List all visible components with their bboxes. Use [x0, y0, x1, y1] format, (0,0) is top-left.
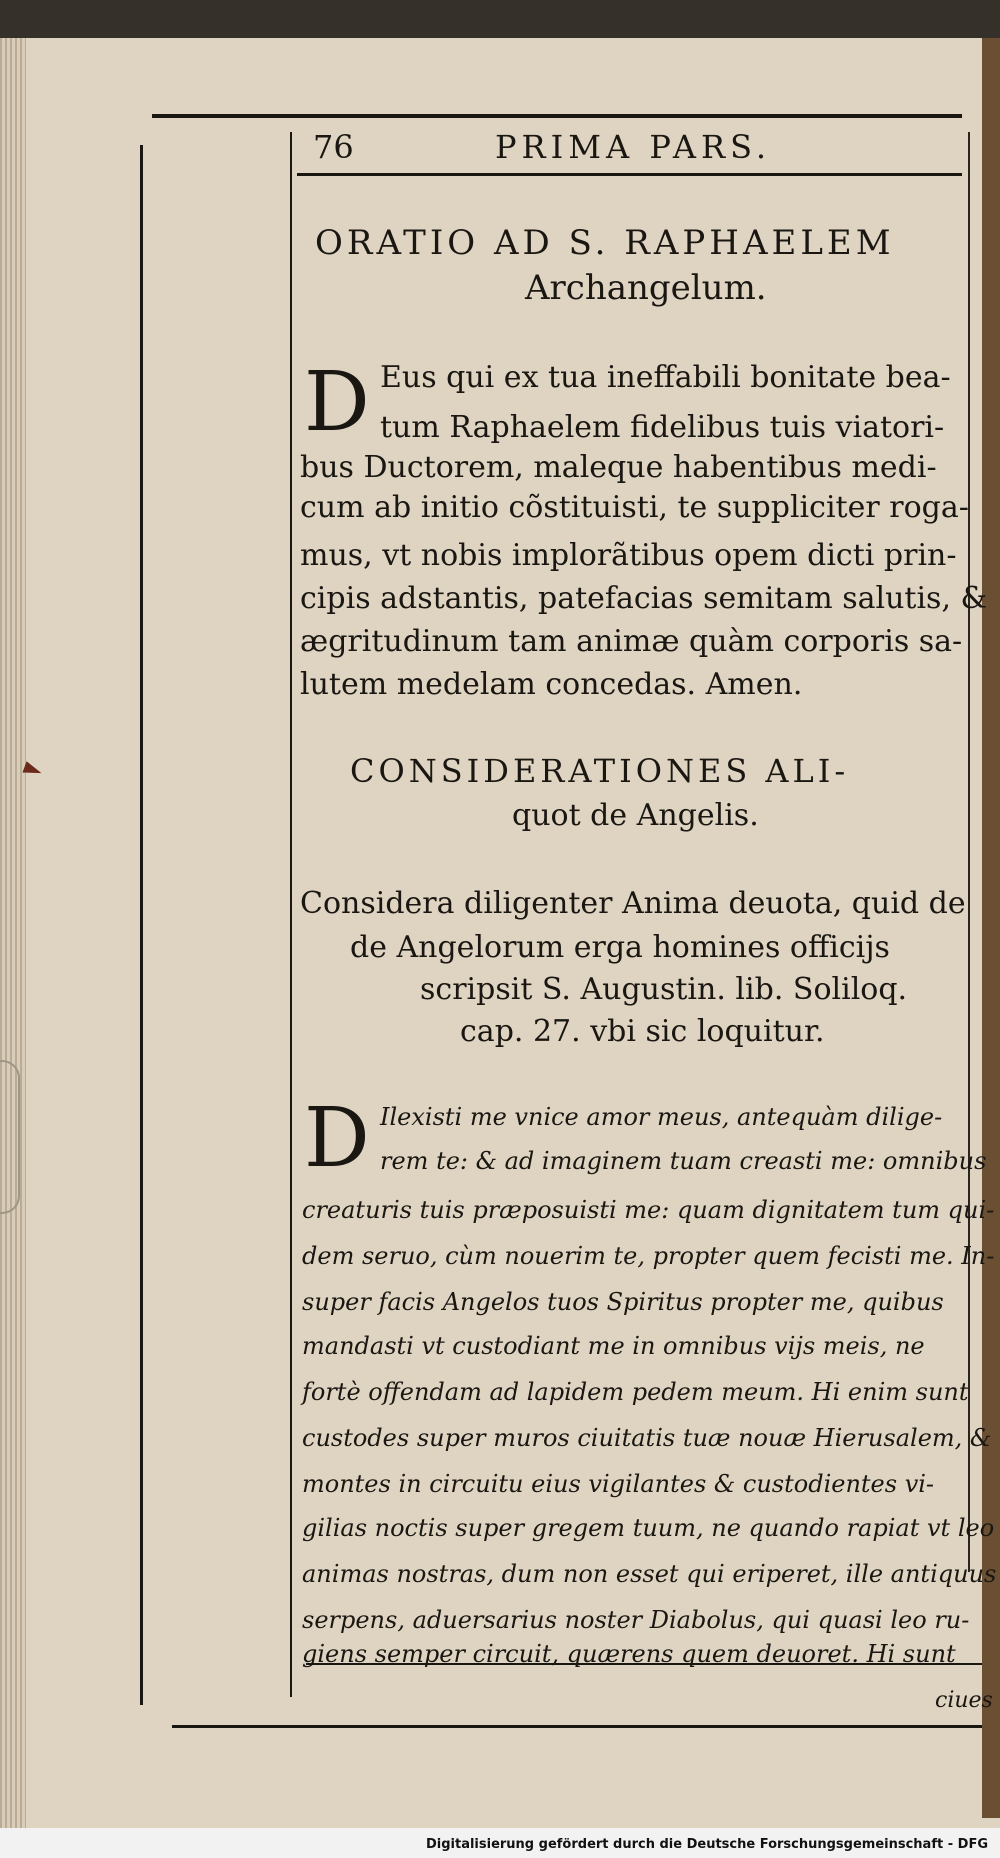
text-border-line: [290, 132, 292, 1697]
prayer-line: cipis adstantis, patefacias semitam salutis, &: [300, 581, 988, 616]
prayer-line: mus, vt nobis implorãtibus opem dicti prin-: [300, 538, 957, 573]
prayer-drop-cap: D: [304, 355, 370, 450]
quotation-line: rem te: & ad imaginem tuam creasti me: omnibus: [380, 1147, 987, 1175]
prayer-title: ORATIO AD S. RAPHAELEM: [315, 223, 895, 263]
book-cover-edge: [982, 38, 1000, 1818]
lead-line: de Angelorum erga homines officijs: [350, 930, 890, 965]
credit-strip: [0, 1828, 1000, 1858]
catchword: ciues: [935, 1688, 993, 1713]
considerations-heading: CONSIDERATIONES ALI-: [350, 752, 850, 790]
quotation-line: mandasti vt custodiant me in omnibus vijs meis, ne: [302, 1332, 925, 1360]
prayer-subtitle: Archangelum.: [525, 268, 767, 308]
lead-line: cap. 27. vbi sic loquitur.: [460, 1014, 825, 1049]
quotation-drop-cap: D: [304, 1091, 370, 1186]
quotation-line: gilias noctis super gregem tuum, ne quando rapiat vt leo: [302, 1514, 995, 1542]
prayer-line: cum ab initio cõstituisti, te suppliciter roga-: [300, 490, 969, 525]
running-title: PRIMA PARS.: [495, 128, 772, 166]
considerations-subheading: quot de Angelis.: [512, 798, 759, 833]
quotation-line: Ilexisti me vnice amor meus, antequàm dilige-: [380, 1103, 943, 1131]
prayer-line: bus Ductorem, maleque habentibus medi-: [300, 450, 937, 485]
page-number: 76: [313, 128, 354, 166]
right-border-line: [968, 132, 970, 1572]
quotation-line: serpens, aduersarius noster Diabolus, qui quasi leo ru-: [302, 1606, 970, 1634]
left-border-line: [140, 145, 143, 1705]
quotation-line: dem seruo, cùm nouerim te, propter quem fecisti me. In-: [302, 1242, 995, 1270]
quotation-line: custodes super muros ciuitatis tuæ nouæ Hierusalem, &: [302, 1424, 992, 1452]
running-head: [305, 125, 960, 173]
digitization-credit: Digitalisierung gefördert durch die Deutsche Forschungsgemeinschaft - DFG: [425, 1837, 988, 1852]
lead-line: scripsit S. Augustin. lib. Soliloq.: [420, 972, 908, 1007]
prayer-line: tum Raphaelem fidelibus tuis viatori-: [380, 410, 945, 445]
page-stack-edge: [0, 38, 26, 1848]
top-rule: [152, 114, 962, 118]
prayer-line: Eus qui ex tua ineffabili bonitate bea-: [380, 360, 951, 395]
quotation-line: giens semper circuit, quærens quem deuoret. Hi sunt: [302, 1640, 956, 1668]
quotation-line: creaturis tuis præposuisti me: quam dignitatem tum qui-: [302, 1196, 995, 1224]
header-rule: [297, 173, 962, 176]
quotation-line: animas nostras, dum non esset qui eriperet, ille antiquus: [302, 1560, 997, 1588]
scan-top-edge: [0, 0, 1000, 38]
page-clip: [0, 1060, 20, 1214]
bottom-rule: [172, 1725, 982, 1728]
prayer-line: lutem medelam concedas. Amen.: [300, 667, 803, 702]
prayer-line: ægritudinum tam animæ quàm corporis sa-: [300, 624, 963, 659]
quotation-line: fortè offendam ad lapidem pedem meum. Hi enim sunt: [302, 1378, 969, 1406]
lead-line: Considera diligenter Anima deuota, quid de: [300, 886, 966, 921]
quotation-line: super facis Angelos tuos Spiritus propter me, quibus: [302, 1288, 944, 1316]
quotation-line: montes in circuitu eius vigilantes & custodientes vi-: [302, 1470, 935, 1498]
